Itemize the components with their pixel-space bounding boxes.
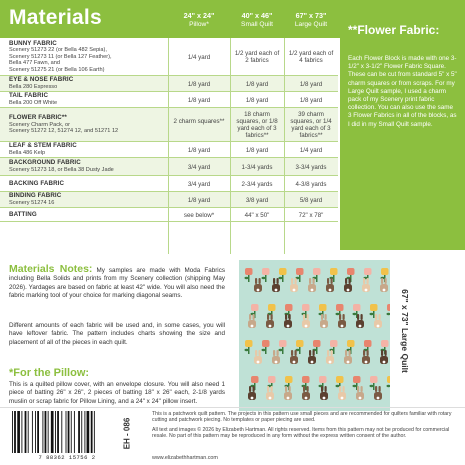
bunny-tail xyxy=(323,397,326,400)
bunny-tail xyxy=(257,289,260,292)
flower-leaf xyxy=(245,277,249,279)
flower-leaf xyxy=(336,385,340,387)
fabric-name xyxy=(9,160,114,173)
tulip-flower xyxy=(347,340,355,347)
bunny-ear xyxy=(367,350,369,356)
yardage-pillow: 2 charm squares** xyxy=(173,118,225,125)
tulip-flower xyxy=(251,304,259,311)
column-size: 67" x 73" xyxy=(295,11,327,20)
yardage-small: 18 charm squares, or 1/8 yard each of 3 fabrics** xyxy=(236,111,278,139)
materials-notes-p2: Different amounts of each fabric will be used and, in some cases, you will have leftover fabric. The pattern includes charts showing the size and placement of all of the pieces in each quilt. xyxy=(9,322,225,346)
bunny-tail xyxy=(365,289,368,292)
fabric-heading: BATTING xyxy=(9,210,37,218)
flower-leaf xyxy=(279,349,283,351)
bunny-tail xyxy=(305,325,308,328)
yardage-small: 44" x 50" xyxy=(244,211,270,219)
barcode-bar xyxy=(57,411,59,453)
fabric-detail: Scenery 51274 16 xyxy=(9,199,55,206)
fabric-name xyxy=(9,93,57,106)
footer-p1: This is a patchwork quilt pattern. The projects in this pattern use small pieces and are recommended for quilters familiar with rotary cutting and patchwork piecing. No templates or paper piecing are used. xyxy=(152,411,452,424)
footer-p2: All text and images © 2026 by Elizabeth Hartman. All rights reserved. Items from this pattern may not be produced for commercial resale. No part of this pattern may be reproduced in any form without the express written consent of the author. xyxy=(152,426,450,440)
bunny-tail xyxy=(311,289,314,292)
yardage-large: 1/8 yard xyxy=(299,96,323,104)
bunny-tail xyxy=(269,397,272,400)
fabric-detail: Bella 200 Off White xyxy=(9,99,58,106)
yardage-small: 1/8 yard xyxy=(245,80,269,88)
bunny-ear xyxy=(381,350,383,356)
bunny-ear xyxy=(367,278,369,284)
bunny-ear xyxy=(331,278,333,284)
barcode-icon xyxy=(8,411,126,453)
yardage-pillow: 1/8 yard xyxy=(187,196,211,204)
barcode-bar xyxy=(94,411,95,453)
bunny-tail xyxy=(275,289,278,292)
sku-text: EH - 086 xyxy=(122,417,132,450)
bunny-ear xyxy=(259,350,261,356)
bunny-ear xyxy=(349,278,351,284)
yardage-pillow: 1/8 yard xyxy=(187,96,211,104)
yardage-small: 1/8 yard xyxy=(245,96,269,104)
pillow-title: *For the Pillow: xyxy=(9,367,90,379)
barcode-bar xyxy=(71,411,72,453)
tulip-flower xyxy=(279,340,287,347)
bunny-ear xyxy=(331,350,333,356)
bunny-ear xyxy=(295,278,297,284)
tulip-flower xyxy=(381,340,389,347)
tulip-flower xyxy=(381,268,389,275)
yardage-pillow: 3/4 yard xyxy=(187,163,211,171)
bunny-ear xyxy=(289,386,291,392)
barcode-bar xyxy=(66,411,67,453)
tulip-flower xyxy=(313,340,321,347)
barcode-bar xyxy=(28,411,29,453)
bunny-ear xyxy=(339,386,341,392)
bunny-tail xyxy=(329,361,332,364)
column-head-small-quilt xyxy=(230,12,284,29)
tulip-flower xyxy=(245,268,253,275)
tulip-flower xyxy=(268,376,276,383)
bunny-ear xyxy=(309,278,311,284)
bunny-ear xyxy=(291,350,293,356)
flower-leaf xyxy=(353,385,357,387)
bunny-tail xyxy=(359,325,362,328)
barcode-bar xyxy=(42,411,43,453)
table-row xyxy=(0,192,338,208)
bunny-ear xyxy=(321,314,323,320)
table-row xyxy=(0,92,338,108)
bunny-ear xyxy=(357,386,359,392)
bunny-ear xyxy=(309,350,311,356)
bunny-ear xyxy=(345,278,347,284)
fabric-name xyxy=(9,193,61,206)
table-row xyxy=(0,142,338,158)
tulip-flower xyxy=(347,268,355,275)
bunny-ear xyxy=(361,314,363,320)
yardage-large: 5/8 yard xyxy=(299,196,323,204)
tulip-flower xyxy=(353,376,361,383)
bunny-ear xyxy=(325,386,327,392)
bunny-ear xyxy=(381,278,383,284)
flower-leaf xyxy=(262,349,266,351)
barcode-bar xyxy=(78,411,80,453)
fabric-name xyxy=(9,212,37,219)
yardage-large: 3-3/4 yards xyxy=(295,163,327,171)
flower-fabric-text: Each Flower Block is made with one 3-1/2" x 3-1/2" Flower Fabric Square. These can be cut from standard 5" x 5" charm squares or from scraps. For my Large Quilt sample, I used a charm pack of my Scenery print fabric collection. You can also use the same 3 Flower Fabrics in all of the blocks, as I did in my Small Quilt sample. xyxy=(348,55,457,128)
flower-leaf xyxy=(370,313,374,315)
fabric-detail: Scenery 51273 18, or Bella 38 Dusty Jade xyxy=(9,166,114,173)
barcode-bar xyxy=(61,411,62,453)
column-size: 40" x 46" xyxy=(241,11,273,20)
bunny-ear xyxy=(303,314,305,320)
bunny-ear xyxy=(307,386,309,392)
barcode-bar xyxy=(81,411,82,453)
yardage-large: 1/2 yard each of 4 fabrics xyxy=(288,50,334,64)
materials-notes xyxy=(9,265,225,300)
bunny-ear xyxy=(249,386,251,392)
tulip-flower xyxy=(319,376,327,383)
bunny-tail xyxy=(365,361,368,364)
page-title: Materials xyxy=(9,6,102,29)
bunny-ear xyxy=(339,314,341,320)
bunny-ear xyxy=(307,314,309,320)
bunny-tail xyxy=(359,397,362,400)
bunny-tail xyxy=(377,325,380,328)
bunny-ear xyxy=(321,386,323,392)
bunny-tail xyxy=(347,289,350,292)
bunny-tail xyxy=(329,289,332,292)
bunny-ear xyxy=(343,314,345,320)
fabric-heading: LEAF & STEM FABRIC xyxy=(9,142,77,150)
flower-leaf xyxy=(353,313,357,315)
quilt-illustration xyxy=(239,260,390,411)
tulip-flower xyxy=(279,268,287,275)
tulip-flower xyxy=(302,376,310,383)
barcode-bar xyxy=(55,411,56,453)
fabric-name xyxy=(9,77,73,90)
fabric-heading: BACKING FABRIC xyxy=(9,179,65,187)
bunny-tail xyxy=(293,361,296,364)
tulip-flower xyxy=(302,304,310,311)
tulip-flower xyxy=(330,340,338,347)
bunny-tail xyxy=(251,397,254,400)
barcode-bar xyxy=(21,411,22,453)
bunny-ear xyxy=(295,350,297,356)
tulip-flower xyxy=(364,340,372,347)
barcode-bar xyxy=(51,411,54,453)
yardage-pillow: 1/8 yard xyxy=(187,146,211,154)
bunny-ear xyxy=(313,278,315,284)
bunny-ear xyxy=(325,314,327,320)
yardage-small: 2-3/4 yards xyxy=(241,180,273,188)
bunny-ear xyxy=(253,314,255,320)
bunny-tail xyxy=(347,361,350,364)
bunny-ear xyxy=(291,278,293,284)
tulip-flower xyxy=(364,268,372,275)
barcode-bar xyxy=(35,411,36,453)
tulip-flower xyxy=(296,268,304,275)
fabric-detail: Bella 486 Kelp xyxy=(9,149,46,156)
quilt-label-text: 67" x 73" Large Quilt xyxy=(400,289,410,373)
tulip-flower xyxy=(285,376,293,383)
bunny-ear xyxy=(343,386,345,392)
yardage-large: 1/4 yard xyxy=(299,146,323,154)
tulip-flower xyxy=(268,304,276,311)
tulip-flower xyxy=(245,340,253,347)
bunny-ear xyxy=(255,278,257,284)
bunny-ear xyxy=(267,314,269,320)
barcode-bar xyxy=(14,411,16,453)
fabric-detail: Bella 280 Espresso xyxy=(9,83,58,90)
table-divider xyxy=(230,38,231,254)
barcode-number: 7 88362 15756 2 xyxy=(38,454,96,461)
barcode-bar xyxy=(37,411,39,453)
fabric-heading: TAIL FABRIC xyxy=(9,92,49,100)
bunny-ear xyxy=(375,314,377,320)
bunny-ear xyxy=(361,386,363,392)
tulip-flower xyxy=(313,268,321,275)
barcode-bar xyxy=(25,411,27,453)
bunny-tail xyxy=(275,361,278,364)
barcode-bar xyxy=(17,411,20,453)
footer-divider xyxy=(0,407,465,408)
tulip-flower xyxy=(296,340,304,347)
bunny-tail xyxy=(287,325,290,328)
bunny-ear xyxy=(259,278,261,284)
bunny-ear xyxy=(349,350,351,356)
flower-leaf xyxy=(279,277,283,279)
pattern-sku xyxy=(120,412,134,458)
fabric-heading: BACKGROUND FABRIC xyxy=(9,159,81,167)
barcode-bar xyxy=(32,411,33,453)
bunny-ear xyxy=(277,350,279,356)
tulip-flower xyxy=(387,376,390,383)
bunny-ear xyxy=(277,278,279,284)
tulip-flower xyxy=(370,376,378,383)
tulip-flower xyxy=(387,304,390,311)
tulip-flower xyxy=(262,268,270,275)
fabric-detail: Scenery Charm Pack, or xyxy=(9,121,70,128)
materials-notes-p1: My samples are made with Moda Fabrics including Bella Solids and prints from my Scenery collection (shipping May 2026). Yardages are based on fabric at least 42" wide. You will also need the fabric marking tool of your choice for marking diagonal seams. xyxy=(9,267,225,299)
bunny-tail xyxy=(251,325,254,328)
fabric-detail: Scenery 51273 11 (or Bella 127 Feather), xyxy=(9,53,112,60)
flower-leaf xyxy=(336,313,340,315)
fabric-name xyxy=(9,181,64,188)
bunny-ear xyxy=(379,386,381,392)
barcode-bar xyxy=(68,411,70,453)
bunny-ear xyxy=(303,386,305,392)
bunny-tail xyxy=(305,397,308,400)
bunny-ear xyxy=(375,386,377,392)
bunny-ear xyxy=(363,278,365,284)
yardage-pillow: 1/4 yard xyxy=(187,53,211,61)
bunny-ear xyxy=(327,278,329,284)
tulip-flower xyxy=(330,268,338,275)
bunny-ear xyxy=(379,314,381,320)
bunny-ear xyxy=(385,278,387,284)
yardage-large: 1/8 yard xyxy=(299,80,323,88)
bunny-tail xyxy=(341,325,344,328)
yardage-small: 1/8 yard xyxy=(245,146,269,154)
bunny-tail xyxy=(311,361,314,364)
yardage-small: 1/2 yard each of 2 fabrics xyxy=(234,50,280,64)
bunny-ear xyxy=(273,350,275,356)
fabric-heading: BINDING FABRIC xyxy=(9,192,62,200)
bunny-ear xyxy=(273,278,275,284)
bunny-ear xyxy=(289,314,291,320)
yardage-large: 4-3/8 yards xyxy=(295,180,327,188)
bunny-ear xyxy=(285,386,287,392)
bunny-ear xyxy=(271,314,273,320)
table-row xyxy=(0,76,338,92)
bunny-ear xyxy=(255,350,257,356)
fabric-detail: Scenery 51272 12, 51274 12, and 51271 12 xyxy=(9,128,119,135)
column-label: Pillow* xyxy=(189,20,209,28)
fabric-heading: FLOWER FABRIC** xyxy=(9,114,67,122)
bunny-ear xyxy=(363,350,365,356)
bunny-ear xyxy=(249,314,251,320)
yardage-large: 72" x 78" xyxy=(298,211,324,219)
table-row xyxy=(0,208,338,222)
bunny-ear xyxy=(345,350,347,356)
pillow-text: This is a quilted pillow cover, with an envelope closure. You will also need 1 piece of batting 26" x 26", 2 pieces of batting 18" x 26" each, 2-1/8 yards muslin or scrap fabric for Pillow Lining, and a 24" x 24" pillow insert. xyxy=(9,381,225,405)
flower-leaf xyxy=(245,349,249,351)
bunny-ear xyxy=(385,350,387,356)
yardage-large: 39 charm squares, or 1/4 yard each of 3 fabrics** xyxy=(290,111,332,139)
bunny-tail xyxy=(383,289,386,292)
yardage-small: 3/8 yard xyxy=(245,196,269,204)
tulip-flower xyxy=(262,340,270,347)
barcode-bar xyxy=(91,411,93,453)
barcode-bar xyxy=(74,411,75,453)
bunny-ear xyxy=(313,350,315,356)
tulip-flower xyxy=(285,304,293,311)
column-head-large-quilt xyxy=(284,12,338,29)
flower-fabric-panel xyxy=(340,22,465,250)
table-row xyxy=(0,38,338,76)
tulip-flower xyxy=(370,304,378,311)
column-label: Small Quilt xyxy=(241,20,273,28)
tulip-flower xyxy=(251,376,259,383)
bunny-ear xyxy=(271,386,273,392)
flower-leaf xyxy=(262,277,266,279)
bunny-tail xyxy=(269,325,272,328)
yardage-pillow: 1/8 yard xyxy=(187,80,211,88)
barcode-bar xyxy=(84,411,85,453)
fabric-heading: EYE & NOSE FABRIC xyxy=(9,76,74,84)
bunny-ear xyxy=(357,314,359,320)
bunny-ear xyxy=(267,386,269,392)
fabric-detail: Bella 477 Fawn, and xyxy=(9,60,60,67)
barcode-bar xyxy=(87,411,90,453)
table-divider xyxy=(168,38,169,254)
table-row xyxy=(0,108,338,142)
bunny-tail xyxy=(287,397,290,400)
fabric-heading: BUNNY FABRIC xyxy=(9,39,57,47)
fabric-name xyxy=(9,143,77,156)
column-size: 24" x 24" xyxy=(183,11,215,20)
fabric-name xyxy=(9,115,118,135)
column-label: Large Quilt xyxy=(294,20,328,28)
quilt-size-label xyxy=(395,262,410,402)
bunny-ear xyxy=(327,350,329,356)
large-quilt-image xyxy=(239,260,390,411)
column-head-pillow xyxy=(168,12,230,29)
yardage-pillow: 3/4 yard xyxy=(187,180,211,188)
tulip-flower xyxy=(319,304,327,311)
materials-notes-title: Materials Notes: xyxy=(9,263,93,275)
table-divider xyxy=(284,38,285,254)
bunny-tail xyxy=(257,361,260,364)
bunny-ear xyxy=(285,314,287,320)
yardage-small: 1-3/4 yards xyxy=(241,163,273,171)
barcode-bar xyxy=(48,411,49,453)
bunny-tail xyxy=(383,361,386,364)
fabric-detail: Scenery 51273 22 (or Bella 482 Sepia), xyxy=(9,47,107,54)
table-row xyxy=(0,158,338,176)
fabric-name xyxy=(9,41,112,74)
tulip-flower xyxy=(353,304,361,311)
table-row xyxy=(0,176,338,192)
tulip-flower xyxy=(336,376,344,383)
barcode-bar xyxy=(12,411,13,453)
tulip-flower xyxy=(336,304,344,311)
yardage-pillow: see below* xyxy=(183,211,215,219)
fabric-detail: Scenery 51275 21 (or Bella 106 Earth) xyxy=(9,66,105,73)
flower-leaf xyxy=(370,385,374,387)
bunny-tail xyxy=(341,397,344,400)
bunny-ear xyxy=(253,386,255,392)
bunny-tail xyxy=(377,397,380,400)
website-link[interactable]: www.elizabethhartman.com xyxy=(152,455,218,461)
footer-text xyxy=(152,411,457,443)
bunny-tail xyxy=(293,289,296,292)
bunny-tail xyxy=(323,325,326,328)
flower-fabric-title: **Flower Fabric: xyxy=(348,23,440,37)
barcode-bar xyxy=(45,411,47,453)
